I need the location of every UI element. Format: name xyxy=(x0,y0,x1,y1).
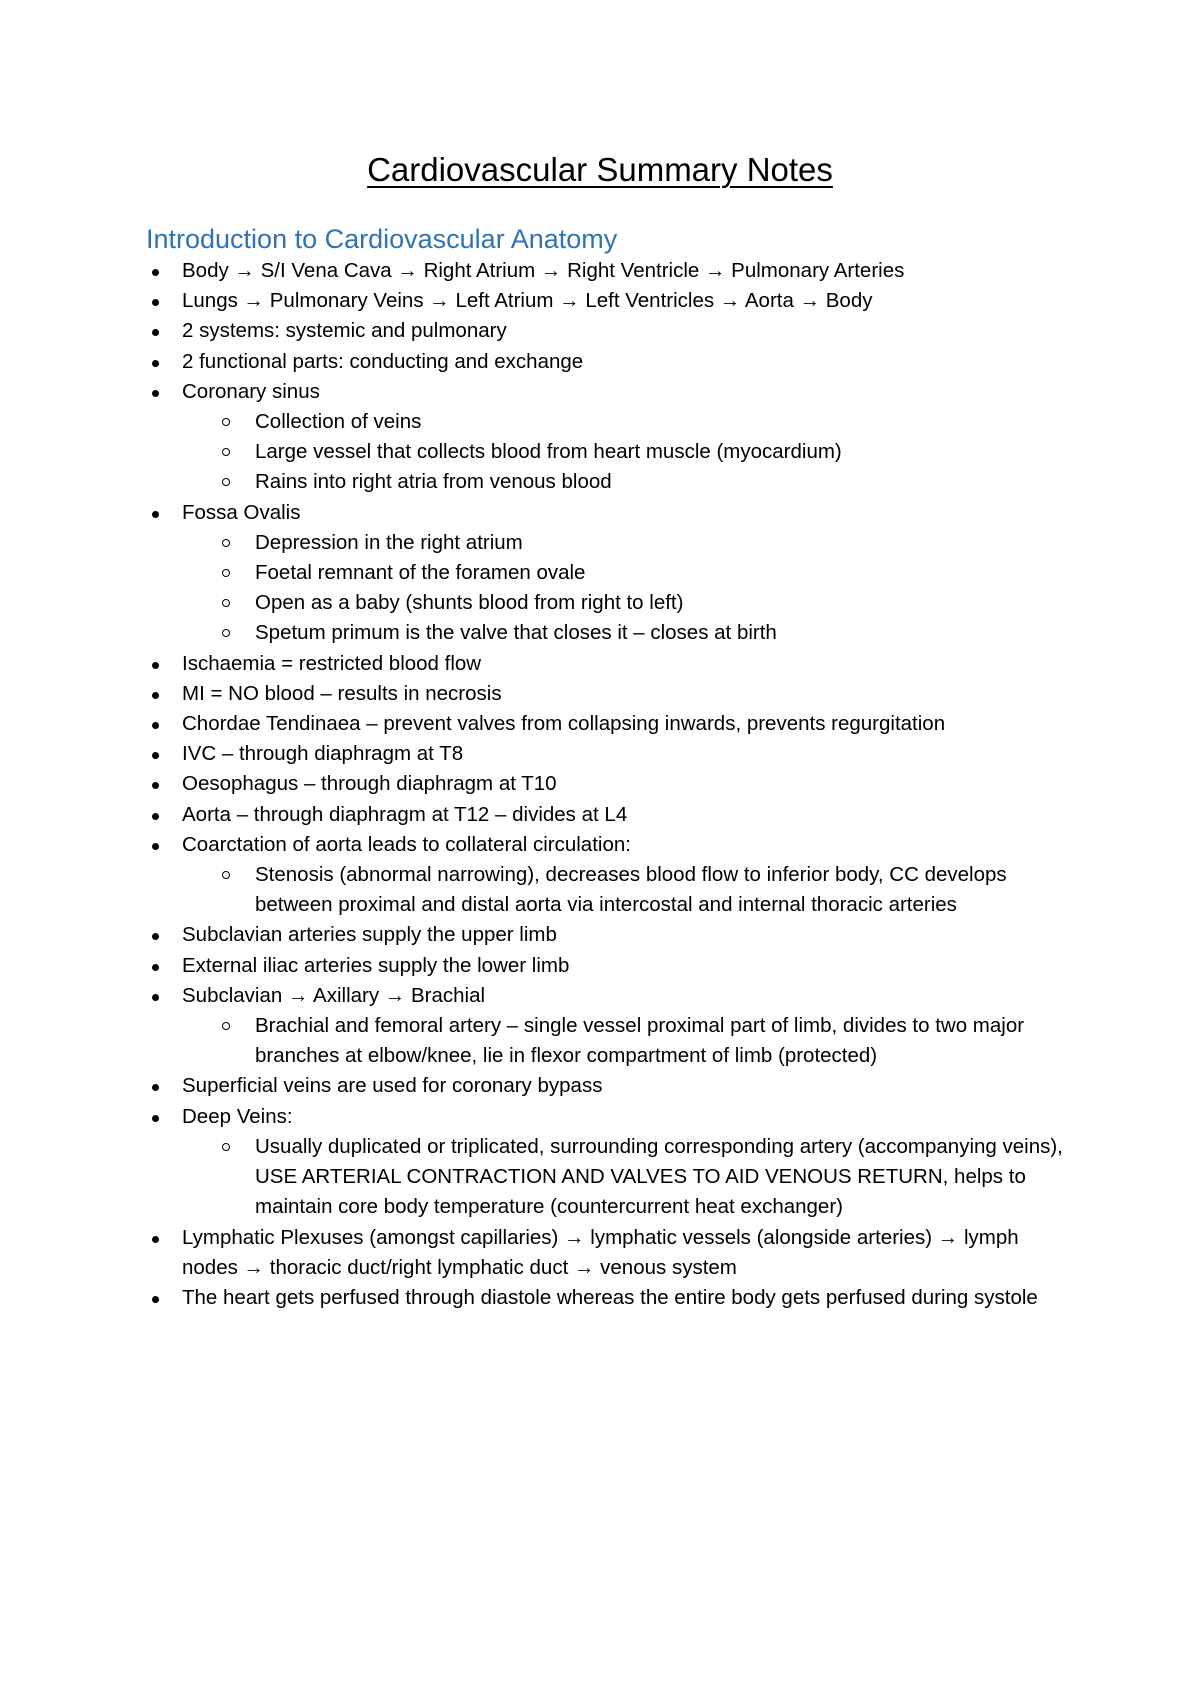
sub-list-item xyxy=(182,407,1070,437)
hollow-bullet-icon xyxy=(222,569,230,577)
sub-list-item-text: Open as a baby (shunts blood from right to left) xyxy=(255,591,684,615)
notes-list xyxy=(0,256,1200,1313)
sub-list-item xyxy=(182,1011,1070,1071)
bullet-icon xyxy=(152,390,159,397)
list-item xyxy=(0,709,1200,739)
sub-list xyxy=(182,1011,1070,1071)
list-item xyxy=(0,769,1200,799)
sub-list-item-text: Collection of veins xyxy=(255,410,422,434)
list-item-text: Deep Veins: xyxy=(182,1104,293,1128)
bullet-icon xyxy=(152,933,159,940)
hollow-bullet-icon xyxy=(222,418,230,426)
bullet-icon xyxy=(152,662,159,669)
list-item xyxy=(0,316,1200,346)
bullet-icon xyxy=(152,299,159,306)
list-item-text: Lymphatic Plexuses (amongst capillaries) → lymphatic vessels (alongside arteries) → lymph nodes → thoracic duct/right lymphatic duct → venous system xyxy=(182,1225,1019,1279)
sub-list-item xyxy=(182,618,1070,648)
bullet-icon xyxy=(152,692,159,699)
list-item xyxy=(0,377,1200,498)
list-item-text: IVC – through diaphragm at T8 xyxy=(182,742,464,766)
sub-list-item xyxy=(182,437,1070,467)
list-item-text: External iliac arteries supply the lower limb xyxy=(182,953,570,977)
sub-list xyxy=(182,860,1070,920)
hollow-bullet-icon xyxy=(222,1022,230,1030)
sub-list-item xyxy=(182,528,1070,558)
list-item xyxy=(0,256,1200,286)
list-item-text: Lungs → Pulmonary Veins → Left Atrium → Left Ventricles → Aorta → Body xyxy=(182,289,873,313)
list-item-text: Aorta – through diaphragm at T12 – divides at L4 xyxy=(182,802,628,826)
list-item-text: Subclavian arteries supply the upper limb xyxy=(182,923,557,947)
list-item xyxy=(0,498,1200,649)
bullet-icon xyxy=(152,269,159,276)
hollow-bullet-icon xyxy=(222,539,230,547)
hollow-bullet-icon xyxy=(222,629,230,637)
list-item-text: Coarctation of aorta leads to collateral circulation: xyxy=(182,832,631,856)
sub-list-item xyxy=(182,588,1070,618)
list-item-text: Ischaemia = restricted blood flow xyxy=(182,651,482,675)
list-item-text: Subclavian → Axillary → Brachial xyxy=(182,983,486,1007)
list-item xyxy=(0,649,1200,679)
hollow-bullet-icon xyxy=(222,599,230,607)
sub-list-item xyxy=(182,1132,1070,1223)
section-heading: Introduction to Cardiovascular Anatomy xyxy=(146,224,618,254)
list-item xyxy=(0,1102,1200,1223)
hollow-bullet-icon xyxy=(222,448,230,456)
list-item xyxy=(0,1283,1200,1313)
sub-list-item-text: Brachial and femoral artery – single vessel proximal part of limb, divides to two major branches at elbow/knee, lie in flexor compartment of limb (protected) xyxy=(255,1014,1025,1068)
sub-list-item-text: Stenosis (abnormal narrowing), decreases blood flow to inferior body, CC develops between proximal and distal aorta via intercostal and internal thoracic arteries xyxy=(255,863,1007,917)
bullet-icon xyxy=(152,360,159,367)
bullet-icon xyxy=(152,1296,159,1303)
bullet-icon xyxy=(152,752,159,759)
bullet-icon xyxy=(152,1084,159,1091)
sub-list-item-text: Spetum primum is the valve that closes it – closes at birth xyxy=(255,621,777,645)
hollow-bullet-icon xyxy=(222,478,230,486)
list-item xyxy=(0,920,1200,950)
bullet-icon xyxy=(152,1115,159,1122)
bullet-icon xyxy=(152,329,159,336)
bullet-icon xyxy=(152,511,159,518)
list-item xyxy=(0,1071,1200,1101)
list-item-text: Chordae Tendinaea – prevent valves from collapsing inwards, prevents regurgitation xyxy=(182,712,946,736)
list-item-text: Coronary sinus xyxy=(182,379,320,403)
sub-list-item xyxy=(182,467,1070,497)
list-item-text: 2 functional parts: conducting and exchange xyxy=(182,349,584,373)
list-item xyxy=(0,981,1200,1072)
sub-list-item xyxy=(182,860,1070,920)
hollow-bullet-icon xyxy=(222,1143,230,1151)
sub-list xyxy=(182,528,1070,649)
sub-list-item-text: Large vessel that collects blood from heart muscle (myocardium) xyxy=(255,440,842,464)
page-title: Cardiovascular Summary Notes xyxy=(367,151,833,188)
list-item-text: The heart gets perfused through diastole whereas the entire body gets perfused during systole xyxy=(182,1285,1038,1309)
sub-list-item-text: Depression in the right atrium xyxy=(255,530,523,554)
list-item xyxy=(0,286,1200,316)
bullet-icon xyxy=(152,994,159,1001)
list-item-text: 2 systems: systemic and pulmonary xyxy=(182,319,507,343)
list-item xyxy=(0,800,1200,830)
bullet-icon xyxy=(152,782,159,789)
list-item-text: Body → S/I Vena Cava → Right Atrium → Right Ventricle → Pulmonary Arteries xyxy=(182,259,905,282)
bullet-icon xyxy=(152,964,159,971)
bullet-icon xyxy=(152,1236,159,1243)
bullet-icon xyxy=(152,843,159,850)
list-item-text: MI = NO blood – results in necrosis xyxy=(182,681,502,705)
hollow-bullet-icon xyxy=(222,871,230,879)
sub-list-item-text: Usually duplicated or triplicated, surrounding corresponding artery (accompanying veins), USE ARTERIAL CONTRACTION AND VALVES TO AID VENOUS RETURN, helps to maintain core body temperature (countercurrent heat exchanger) xyxy=(255,1134,1063,1219)
sub-list xyxy=(182,1132,1070,1223)
sub-list-item-text: Foetal remnant of the foramen ovale xyxy=(255,561,586,585)
bullet-icon xyxy=(152,722,159,729)
sub-list-item-text: Rains into right atria from venous blood xyxy=(255,470,612,494)
list-item-text: Oesophagus – through diaphragm at T10 xyxy=(182,772,557,796)
list-item xyxy=(0,1223,1200,1283)
sub-list-item xyxy=(182,558,1070,588)
list-item-text: Superficial veins are used for coronary bypass xyxy=(182,1074,603,1098)
list-item xyxy=(0,830,1200,921)
bullet-icon xyxy=(152,813,159,820)
list-item xyxy=(0,679,1200,709)
list-item xyxy=(0,739,1200,769)
list-item-text: Fossa Ovalis xyxy=(182,500,301,524)
list-item xyxy=(0,347,1200,377)
list-item xyxy=(0,951,1200,981)
sub-list xyxy=(182,407,1070,498)
